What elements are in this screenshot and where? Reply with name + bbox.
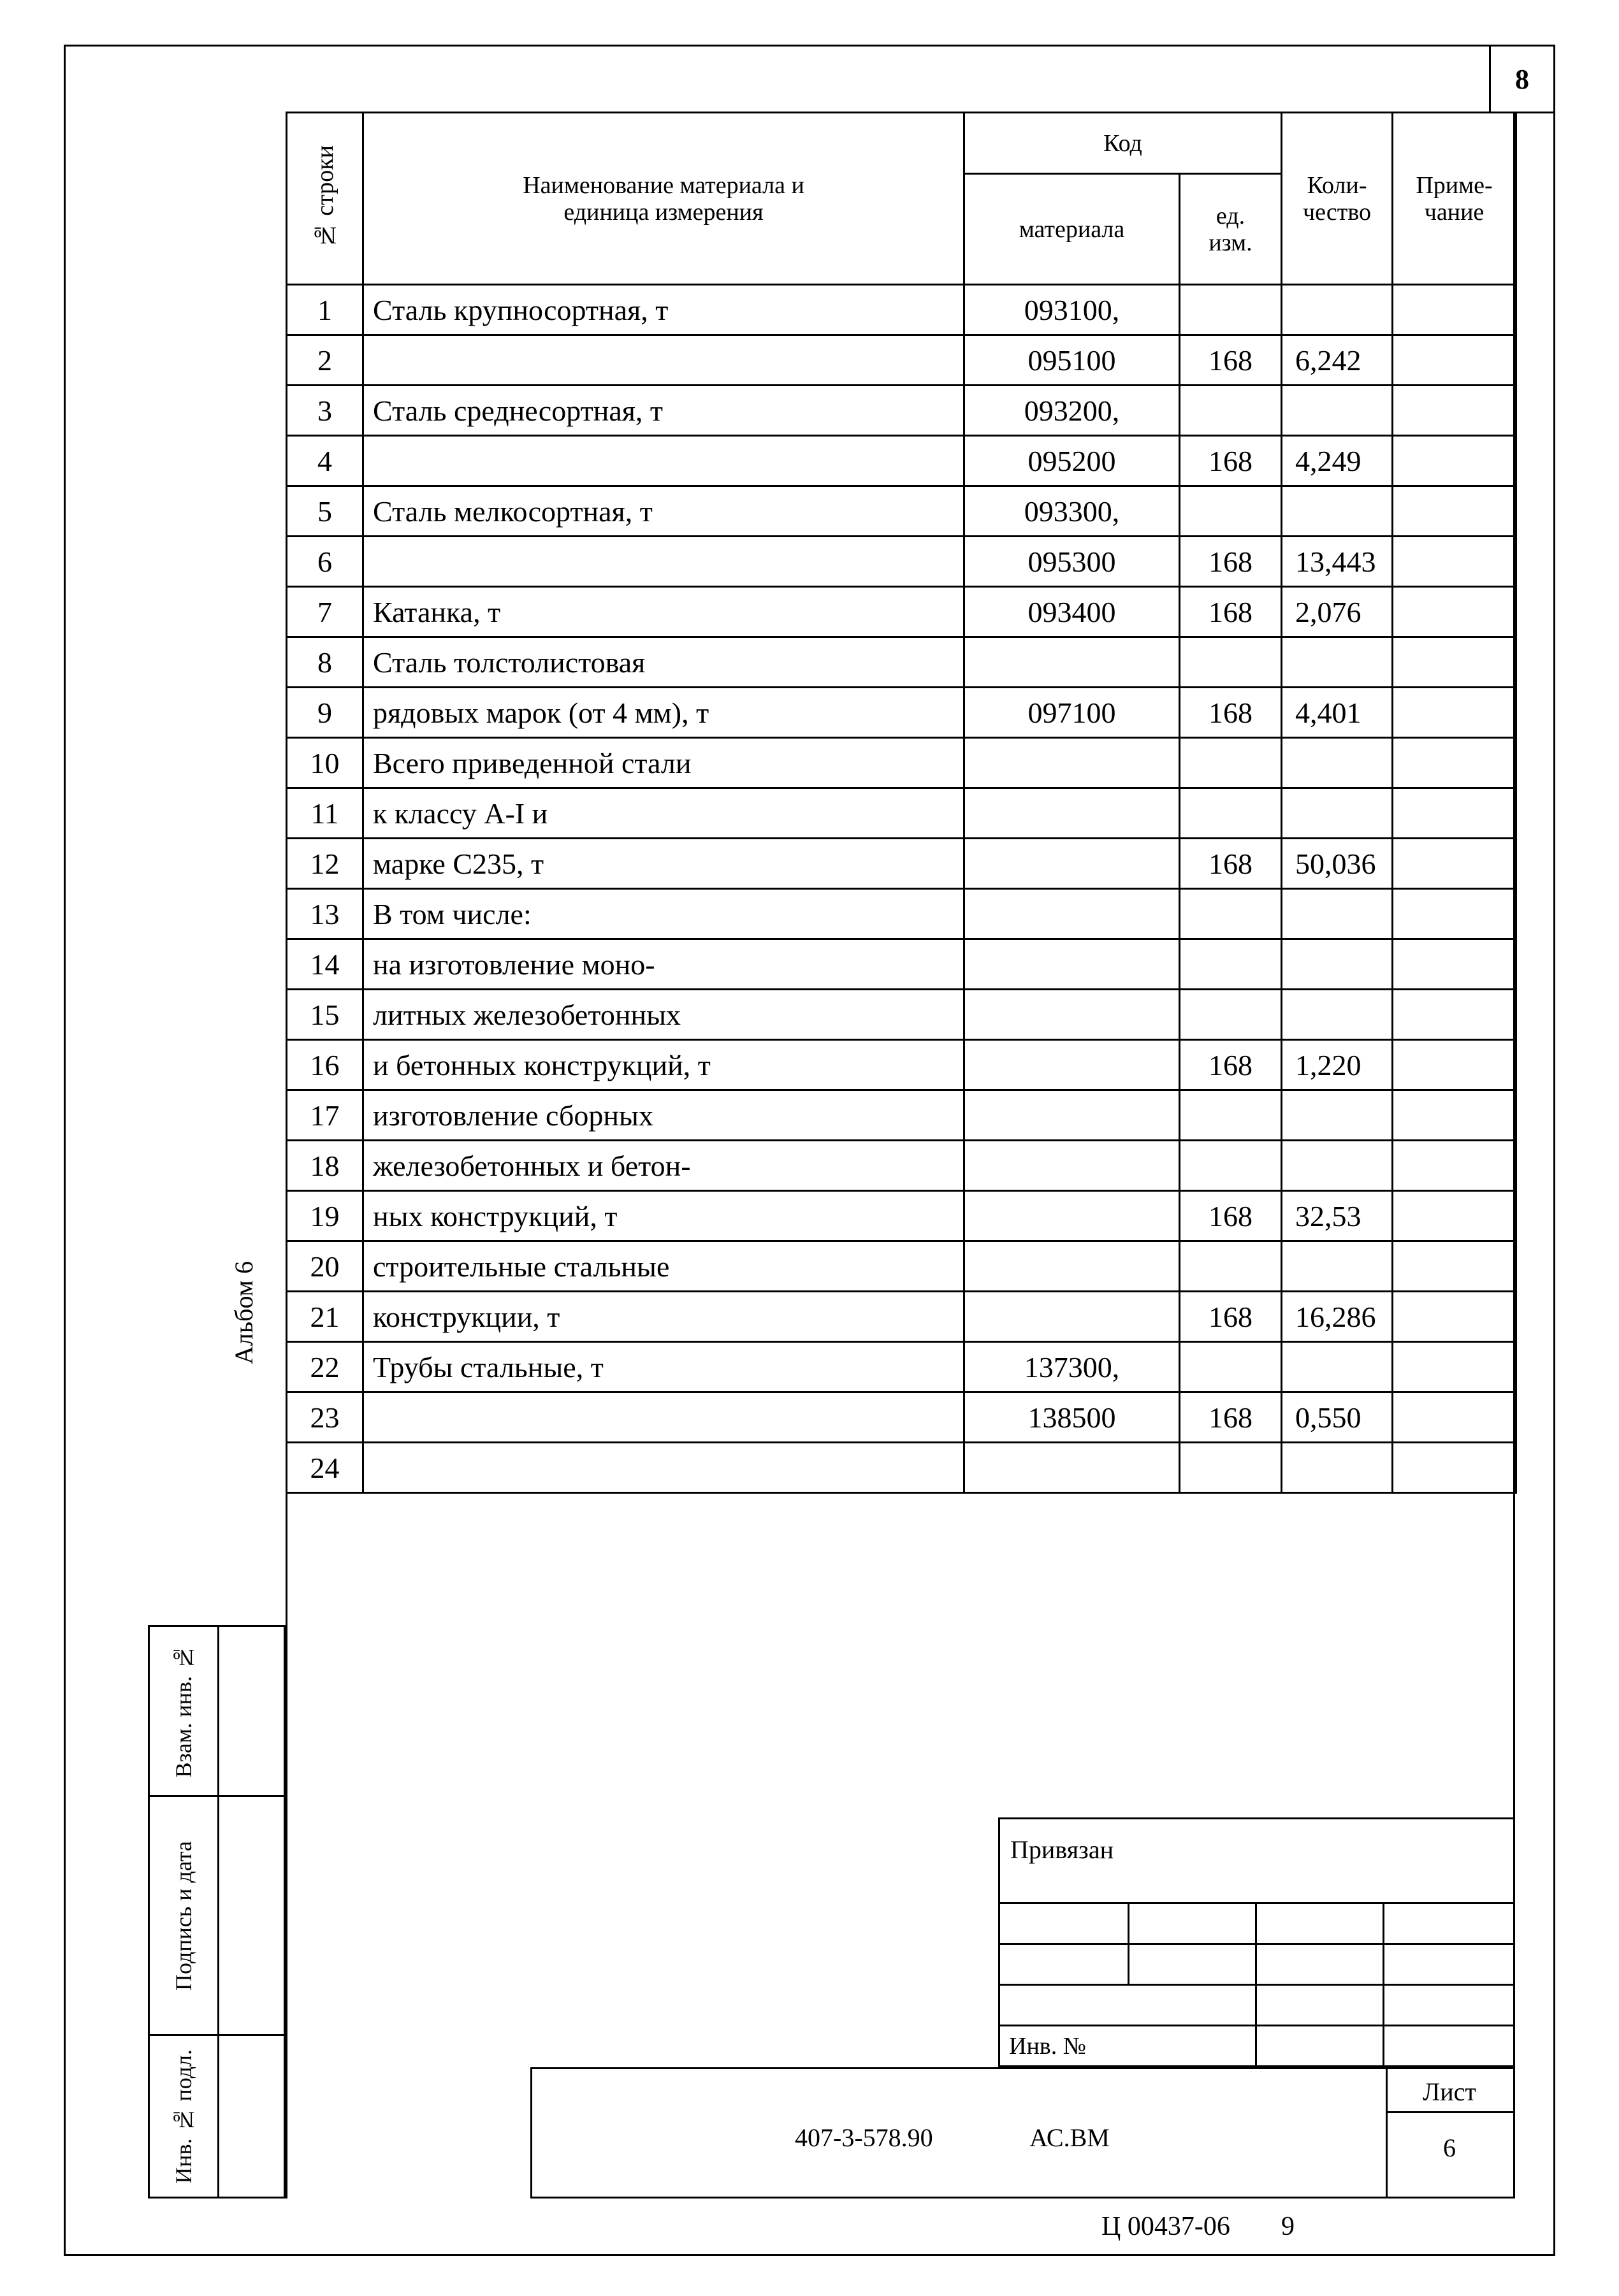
note [1393, 1392, 1516, 1443]
row-number: 19 [287, 1191, 363, 1241]
material-code: 095100 [964, 335, 1180, 386]
material-name: Сталь среднесортная, т [363, 386, 964, 436]
table-row [287, 688, 1516, 738]
quantity [1282, 1443, 1393, 1493]
table-row [287, 738, 1516, 788]
material-code [964, 1241, 1180, 1292]
quantity: 16,286 [1282, 1292, 1393, 1342]
table-row [287, 889, 1516, 939]
note [1393, 839, 1516, 889]
material-name: изготовление сборных [363, 1090, 964, 1141]
material-code [964, 1141, 1180, 1191]
unit-code: 168 [1180, 688, 1282, 738]
material-code [964, 1292, 1180, 1342]
unit-code [1180, 1443, 1282, 1493]
material-code [964, 1191, 1180, 1241]
row-number: 7 [287, 587, 363, 637]
table-row [287, 1141, 1516, 1191]
unit-code [1180, 637, 1282, 688]
row-number: 14 [287, 939, 363, 990]
row-number: 22 [287, 1342, 363, 1392]
unit-code: 168 [1180, 1292, 1282, 1342]
table-row [287, 436, 1516, 486]
note [1393, 1090, 1516, 1141]
table-row [287, 1443, 1516, 1493]
table-row [287, 1342, 1516, 1392]
material-code: 138500 [964, 1392, 1180, 1443]
unit-code [1180, 486, 1282, 537]
note [1393, 939, 1516, 990]
row-number: 21 [287, 1292, 363, 1342]
quantity: 2,076 [1282, 587, 1393, 637]
binding-inv-label: Инв. № [1009, 2033, 1086, 2060]
quantity [1282, 738, 1393, 788]
binding-block [998, 1817, 1515, 2067]
material-name [363, 436, 964, 486]
quantity: 4,401 [1282, 688, 1393, 738]
unit-code [1180, 1090, 1282, 1141]
material-name: конструкции, т [363, 1292, 964, 1342]
unit-code [1180, 939, 1282, 990]
row-number: 6 [287, 537, 363, 587]
material-name [363, 537, 964, 587]
material-name: и бетонных конструкций, т [363, 1040, 964, 1090]
doc-mark: АС.ВМ [1029, 2123, 1110, 2152]
material-code [964, 738, 1180, 788]
note [1393, 1040, 1516, 1090]
material-code: 095200 [964, 436, 1180, 486]
album-label: Альбом 6 [229, 1261, 258, 1364]
header-name: Наименование материала и единица измерения [363, 113, 964, 285]
table-row [287, 486, 1516, 537]
row-number: 12 [287, 839, 363, 889]
unit-code [1180, 889, 1282, 939]
material-name [363, 1443, 964, 1493]
material-code: 093300, [964, 486, 1180, 537]
row-number: 9 [287, 688, 363, 738]
note [1393, 688, 1516, 738]
note [1393, 1342, 1516, 1392]
note [1393, 1292, 1516, 1342]
quantity: 0,550 [1282, 1392, 1393, 1443]
table-row [287, 285, 1516, 335]
table-row [287, 1191, 1516, 1241]
material-name: ных конструкций, т [363, 1191, 964, 1241]
row-number: 20 [287, 1241, 363, 1292]
note [1393, 738, 1516, 788]
title-block [530, 2067, 1515, 2199]
material-code [964, 1040, 1180, 1090]
quantity: 4,249 [1282, 436, 1393, 486]
material-name [363, 335, 964, 386]
quantity [1282, 637, 1393, 688]
header-row-no: № строки [287, 113, 363, 285]
note [1393, 537, 1516, 587]
note [1393, 788, 1516, 839]
material-name: железобетонных и бетон- [363, 1141, 964, 1191]
material-name: Сталь крупносортная, т [363, 285, 964, 335]
row-number: 2 [287, 335, 363, 386]
table-row [287, 839, 1516, 889]
page-number: 8 [1489, 45, 1555, 113]
quantity [1282, 386, 1393, 436]
note [1393, 990, 1516, 1040]
table-row [287, 990, 1516, 1040]
material-code: 097100 [964, 688, 1180, 738]
material-code [964, 1443, 1180, 1493]
sheet-label: Лист [1423, 2077, 1476, 2106]
quantity [1282, 486, 1393, 537]
archive-page: 9 [1281, 2212, 1295, 2241]
row-number: 23 [287, 1392, 363, 1443]
note [1393, 1241, 1516, 1292]
table-row [287, 637, 1516, 688]
quantity [1282, 889, 1393, 939]
note [1393, 1443, 1516, 1493]
table-row [287, 1292, 1516, 1342]
row-number: 4 [287, 436, 363, 486]
material-name: Катанка, т [363, 587, 964, 637]
quantity [1282, 1141, 1393, 1191]
quantity: 13,443 [1282, 537, 1393, 587]
table-row [287, 1040, 1516, 1090]
quantity: 32,53 [1282, 1191, 1393, 1241]
doc-code: 407-3-578.90 [795, 2123, 933, 2152]
material-code: 093400 [964, 587, 1180, 637]
note [1393, 1191, 1516, 1241]
material-name: Трубы стальные, т [363, 1342, 964, 1392]
table-row [287, 386, 1516, 436]
quantity: 1,220 [1282, 1040, 1393, 1090]
sheet-cell [1386, 2069, 1513, 2197]
material-name: В том числе: [363, 889, 964, 939]
material-name [363, 1392, 964, 1443]
archive-code: Ц 00437-06 [1101, 2212, 1230, 2241]
unit-code: 168 [1180, 1040, 1282, 1090]
quantity [1282, 285, 1393, 335]
stamp-inv-original: Инв. № подл. [148, 2034, 286, 2199]
material-code [964, 637, 1180, 688]
note [1393, 1141, 1516, 1191]
unit-code [1180, 738, 1282, 788]
quantity [1282, 1342, 1393, 1392]
row-number: 24 [287, 1443, 363, 1493]
note [1393, 285, 1516, 335]
quantity [1282, 990, 1393, 1040]
unit-code: 168 [1180, 1392, 1282, 1443]
note [1393, 436, 1516, 486]
note [1393, 335, 1516, 386]
table-row [287, 335, 1516, 386]
material-code [964, 889, 1180, 939]
material-name: рядовых марок (от 4 мм), т [363, 688, 964, 738]
stamp-replace-inv: Взам. инв. № [148, 1625, 286, 1797]
quantity: 50,036 [1282, 839, 1393, 889]
header-quantity: Коли-чество [1282, 113, 1393, 285]
row-number: 5 [287, 486, 363, 537]
table-row [287, 1392, 1516, 1443]
unit-code: 168 [1180, 537, 1282, 587]
material-code [964, 1090, 1180, 1141]
material-name: литных железобетонных [363, 990, 964, 1040]
material-code [964, 839, 1180, 889]
material-name: строительные стальные [363, 1241, 964, 1292]
note [1393, 889, 1516, 939]
note [1393, 486, 1516, 537]
unit-code [1180, 386, 1282, 436]
quantity [1282, 1090, 1393, 1141]
material-code: 093200, [964, 386, 1180, 436]
material-name: марке С235, т [363, 839, 964, 889]
note [1393, 386, 1516, 436]
unit-code [1180, 1141, 1282, 1191]
row-number: 3 [287, 386, 363, 436]
material-code: 093100, [964, 285, 1180, 335]
note [1393, 587, 1516, 637]
header-code-material: материала [964, 174, 1180, 285]
material-code [964, 788, 1180, 839]
unit-code: 168 [1180, 335, 1282, 386]
table-row [287, 537, 1516, 587]
material-code [964, 939, 1180, 990]
quantity: 6,242 [1282, 335, 1393, 386]
unit-code: 168 [1180, 587, 1282, 637]
header-code-group: Код [964, 113, 1282, 174]
header-code-unit: ед. изм. [1180, 174, 1282, 285]
note [1393, 637, 1516, 688]
unit-code [1180, 788, 1282, 839]
quantity [1282, 788, 1393, 839]
material-name: Всего приведенной стали [363, 738, 964, 788]
table-row [287, 939, 1516, 990]
header-note: Приме-чание [1393, 113, 1516, 285]
quantity [1282, 1241, 1393, 1292]
table-row [287, 1090, 1516, 1141]
unit-code [1180, 285, 1282, 335]
row-number: 11 [287, 788, 363, 839]
unit-code [1180, 1241, 1282, 1292]
unit-code: 168 [1180, 1191, 1282, 1241]
material-name: Сталь мелкосортная, т [363, 486, 964, 537]
row-number: 18 [287, 1141, 363, 1191]
row-number: 13 [287, 889, 363, 939]
table-body [287, 285, 1516, 1493]
quantity [1282, 939, 1393, 990]
material-code: 137300, [964, 1342, 1180, 1392]
unit-code [1180, 1342, 1282, 1392]
material-name: Сталь толстолистовая [363, 637, 964, 688]
table-row [287, 587, 1516, 637]
row-number: 16 [287, 1040, 363, 1090]
unit-code [1180, 990, 1282, 1040]
row-number: 1 [287, 285, 363, 335]
stamp-signature-date: Подпись и дата [148, 1795, 286, 2036]
materials-table [286, 112, 1517, 1494]
binding-title: Привязан [1010, 1835, 1114, 1864]
row-number: 17 [287, 1090, 363, 1141]
sheet-number: 6 [1443, 2134, 1456, 2162]
material-name: к классу A-I и [363, 788, 964, 839]
material-code: 095300 [964, 537, 1180, 587]
material-name: на изготовление моно- [363, 939, 964, 990]
unit-code: 168 [1180, 436, 1282, 486]
material-code [964, 990, 1180, 1040]
row-number: 8 [287, 637, 363, 688]
table-row [287, 788, 1516, 839]
row-number: 15 [287, 990, 363, 1040]
unit-code: 168 [1180, 839, 1282, 889]
table-row [287, 1241, 1516, 1292]
row-number: 10 [287, 738, 363, 788]
